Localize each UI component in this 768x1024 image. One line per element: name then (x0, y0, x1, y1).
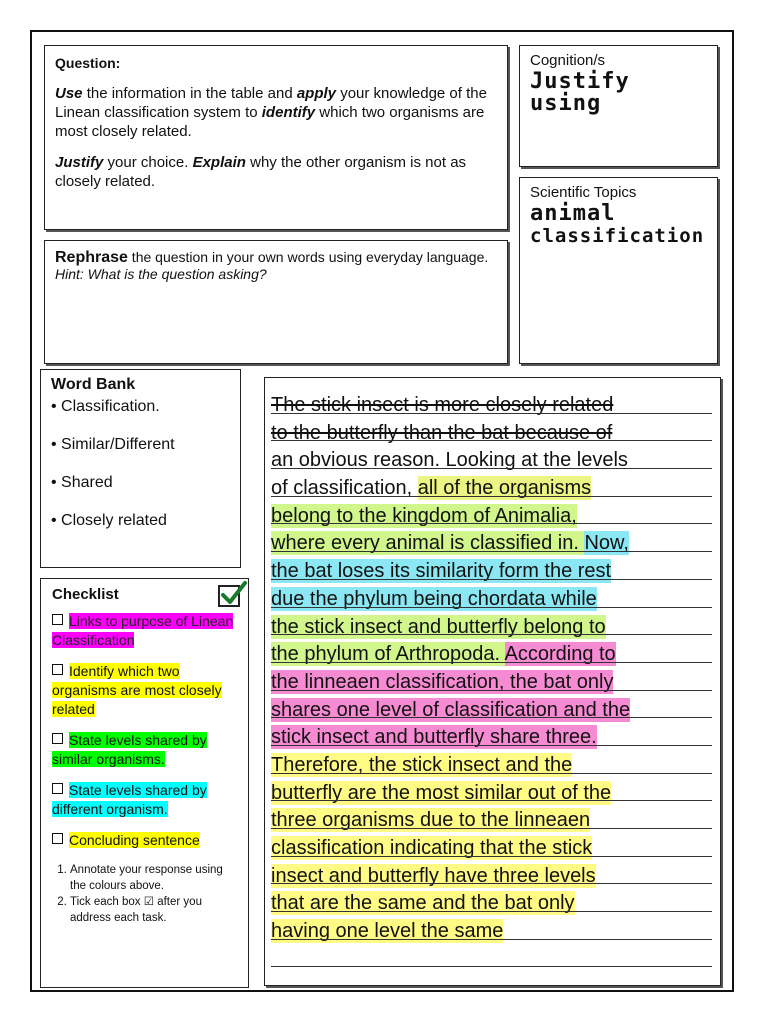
question-box (44, 45, 508, 230)
answer-line (271, 918, 714, 946)
checkbox-icon[interactable] (52, 733, 63, 744)
topics-title: Scientific Topics (530, 184, 637, 201)
answer-text-segment: due the phylum being chordata while (271, 587, 597, 610)
answer-line (271, 835, 714, 863)
answer-line (271, 946, 714, 974)
answer-text-segment: According to (504, 643, 616, 666)
answer-line (271, 420, 714, 448)
answer-line (271, 475, 714, 503)
checklist-item-similar[interactable]: State levels shared by similar organisms. (52, 732, 207, 767)
checkbox-icon[interactable] (52, 783, 63, 794)
answer-text-segment: an obvious reason. Looking at the levels (271, 449, 628, 472)
answer-line (271, 724, 714, 752)
answer-text-segment: the stick insect and butterfly belong to (271, 615, 606, 638)
word-bank-box (40, 369, 241, 568)
rephrase-hint: Hint: What is the question asking? (55, 266, 267, 282)
answer-text-segment: Now, (584, 532, 629, 555)
cognition-box (519, 45, 718, 167)
answer-text-segment: Therefore, the stick insect and the (271, 753, 573, 776)
checklist-note: 2. Tick each box ☑ after you address each task. (70, 894, 237, 926)
answer-text-segment: having one level the same (271, 920, 504, 943)
answer-line (271, 586, 714, 614)
rephrase-box (44, 240, 508, 364)
answer-line (271, 392, 714, 420)
answer-text-segment: stick insect and butterfly share three. (271, 726, 597, 749)
cognition-handwriting-1: Justify (530, 69, 630, 94)
question-paragraph-2: Justify your choice. Explain why the other organism is not as closely related. (55, 154, 467, 190)
answer-text-segment: that are the same and the bat only (271, 892, 575, 915)
checklist-notes (52, 862, 237, 926)
answer-text-segment: classification indicating that the stick (271, 837, 593, 859)
word-bank-item: • Classification. (51, 398, 230, 416)
cognition-handwriting-2: using (530, 91, 602, 116)
answer-box[interactable] (264, 377, 721, 986)
checklist-title: Checklist (52, 586, 119, 603)
question-title: Question: (55, 55, 121, 71)
word-bank-item: • Similar/Different (51, 436, 230, 454)
answer-line (271, 780, 714, 808)
checklist-item-conclusion[interactable]: Concluding sentence (52, 831, 237, 850)
answer-line (271, 530, 714, 558)
answer-line (271, 669, 714, 697)
answer-text-segment: of classification, (271, 477, 418, 500)
answer-text-segment: the phylum of Arthropoda. (271, 643, 505, 666)
answer-text-segment: butterfly are the most similar out of the (271, 781, 612, 804)
checkbox-icon[interactable] (52, 664, 63, 675)
answer-text-segment: where every animal is classified in. (271, 532, 585, 555)
rephrase-title: Rephrase (55, 249, 128, 266)
question-paragraph-1: Use the information in the table and apply your knowledge of the Linean classification system to identify which two organisms are most closely related. (55, 85, 487, 140)
answer-line (271, 807, 714, 835)
topics-handwriting-1: animal (530, 201, 616, 226)
answer-text-segment: the linneaen classification, the bat only (271, 670, 614, 693)
checklist-item-different[interactable]: State levels shared by different organism. (52, 782, 207, 817)
checklist-item-identify[interactable]: Identify which two organisms are most closely related (52, 663, 222, 717)
scientific-topics-box (519, 177, 718, 364)
word-bank-item: • Closely related (51, 512, 230, 530)
word-bank-list (51, 398, 230, 530)
checkbox-icon[interactable] (52, 614, 63, 625)
checkmark-icon (218, 585, 240, 607)
answer-line (271, 641, 714, 669)
answer-text-segment: the bat loses its similarity form the rest (271, 560, 612, 583)
answer-line (271, 503, 714, 531)
answer-text-segment: three organisms due to the linneaen (271, 809, 591, 832)
answer-line (271, 890, 714, 918)
answer-text-segment: insect and butterfly have three levels (271, 864, 596, 887)
rephrase-text: the question in your own words using everyday language. (127, 249, 489, 265)
answer-line (271, 447, 714, 475)
answer-line (271, 863, 714, 891)
cognition-title: Cognition/s (530, 52, 606, 69)
checkbox-icon[interactable] (52, 833, 63, 844)
answer-text-segment: all of the organisms (417, 477, 592, 500)
answer-text-segment: to the butterfly than the bat because of (271, 421, 613, 444)
answer-line (271, 614, 714, 642)
answer-text-segment: belong to the kingdom of Animalia, (271, 504, 577, 527)
answer-text-segment: shares one level of classification and the (271, 698, 631, 721)
topics-handwriting-2: classification (530, 225, 705, 247)
word-bank-item: • Shared (51, 474, 230, 492)
answer-lines (271, 392, 714, 973)
answer-line (271, 558, 714, 586)
word-bank-title: Word Bank (51, 376, 136, 393)
answer-line (271, 697, 714, 725)
checklist-note: 1. Annotate your response using the colours above. (70, 862, 237, 894)
checklist-item-purpose[interactable]: Links to purpose of Linean Classification (52, 613, 234, 648)
answer-line (271, 752, 714, 780)
checklist-box (40, 578, 249, 988)
answer-text-segment: The stick insect is more closely related (271, 394, 614, 416)
